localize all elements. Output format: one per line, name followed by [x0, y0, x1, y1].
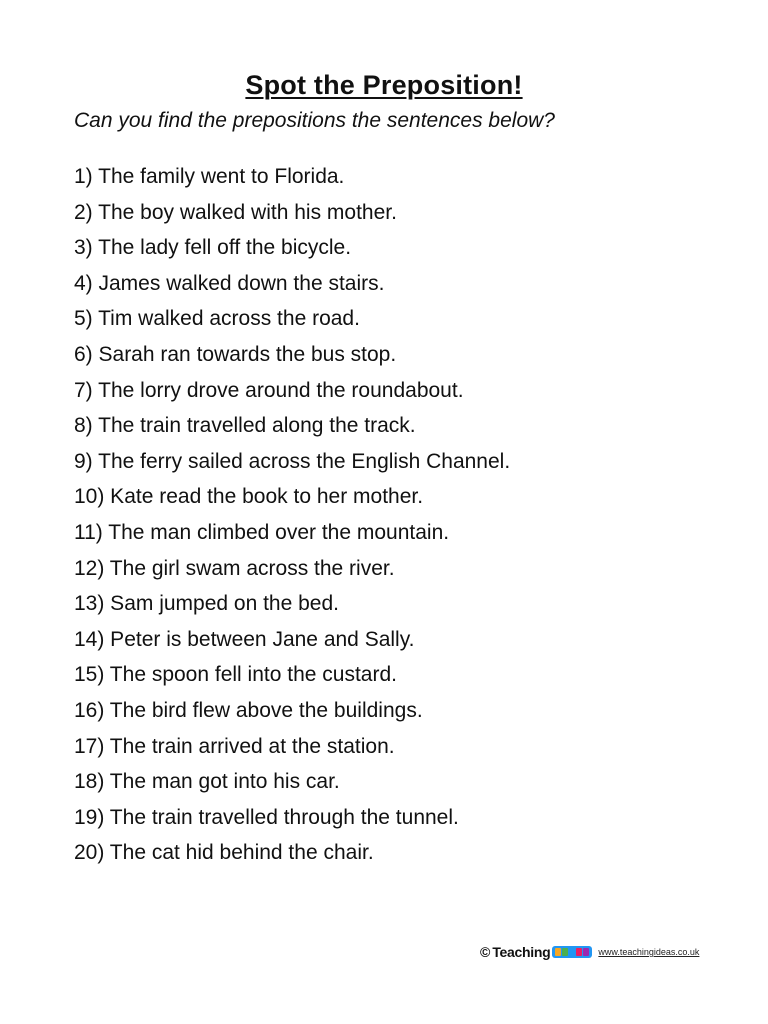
- sentence-item: 9) The ferry sailed across the English Channel.: [74, 449, 511, 473]
- sentence-item: 10) Kate read the book to her mother.: [74, 485, 424, 509]
- sentence-item: 17) The train arrived at the station.: [74, 734, 395, 758]
- sentence-item: 7) The lorry drove around the roundabout.: [74, 378, 464, 402]
- sentence-item: 20) The cat hid behind the chair.: [74, 841, 374, 865]
- copyright-mark: ©: [480, 944, 491, 960]
- page-subtitle: Can you find the prepositions the sentences below?: [74, 109, 555, 132]
- sentence-item: 18) The man got into his car.: [74, 770, 340, 794]
- website-link[interactable]: www.teachingideas.co.uk: [598, 947, 700, 957]
- sentence-list: [74, 163, 510, 875]
- sentence-item: 16) The bird flew above the buildings.: [74, 698, 423, 722]
- sentence-item: 2) The boy walked with his mother.: [74, 200, 397, 224]
- brand-name: Teaching: [492, 944, 551, 960]
- teaching-ideas-logo: [552, 944, 592, 960]
- sentence-item: 1) The family went to Florida.: [74, 165, 345, 188]
- sentence-item: 3) The lady fell off the bicycle.: [74, 236, 352, 260]
- sentence-item: 11) The man climbed over the mountain.: [74, 520, 450, 544]
- sentence-item: 14) Peter is between Jane and Sally.: [74, 627, 415, 651]
- sentence-item: 15) The spoon fell into the custard.: [74, 663, 397, 687]
- sentence-item: 19) The train travelled through the tunnel.: [74, 805, 459, 829]
- sentence-item: 12) The girl swam across the river.: [74, 556, 395, 580]
- logo-graphic: [552, 944, 592, 960]
- page-title: Spot the Preposition!: [245, 70, 523, 100]
- sentence-item: 13) Sam jumped on the bed.: [74, 592, 340, 616]
- sentence-item: 6) Sarah ran towards the bus stop.: [74, 342, 397, 366]
- sentence-item: 8) The train travelled along the track.: [74, 414, 416, 438]
- sentence-item: 5) Tim walked across the road.: [74, 307, 360, 331]
- sentence-item: 4) James walked down the stairs.: [74, 271, 385, 295]
- footer: [480, 944, 699, 960]
